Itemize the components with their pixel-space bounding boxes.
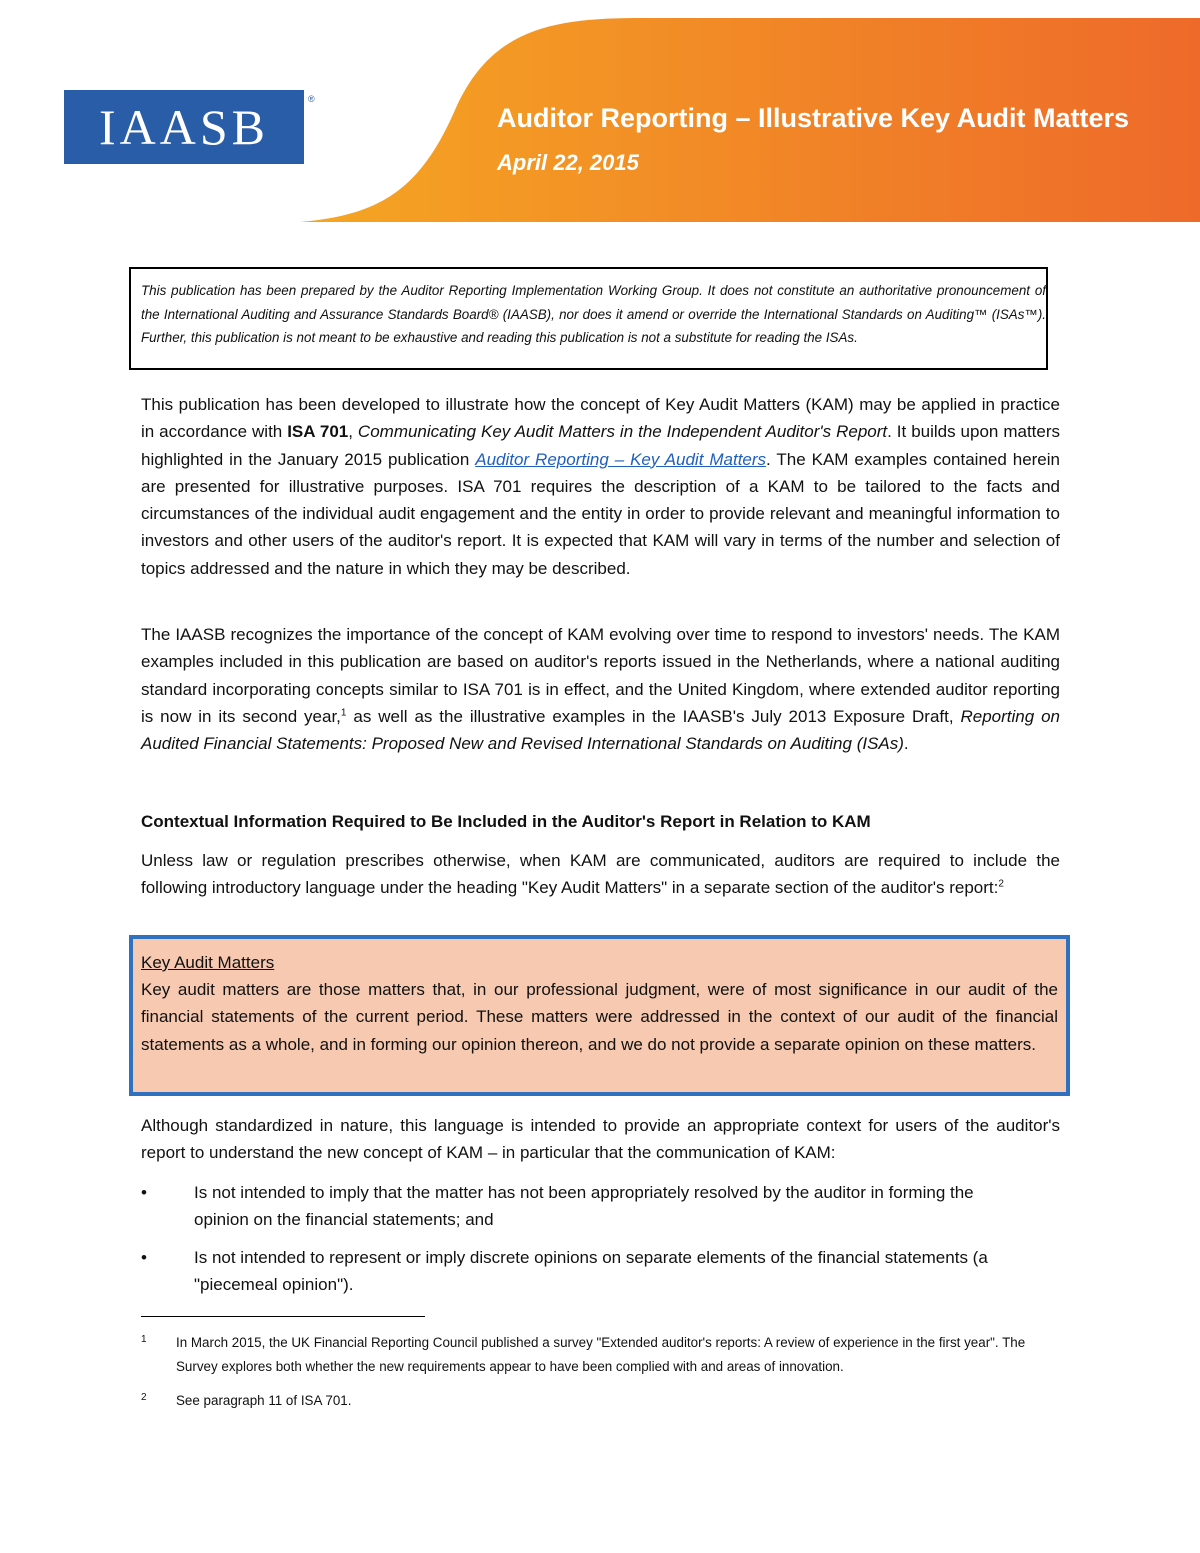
document-title: Auditor Reporting – Illustrative Key Audit Matters xyxy=(497,103,1130,133)
p2-text-c: . xyxy=(903,734,909,754)
document-date: April 22, 2015 xyxy=(497,150,639,175)
iaasb-paragraph xyxy=(141,621,1060,757)
p1-text-c: . It builds upon matters highlighted in the January 2015 publication xyxy=(141,422,1061,469)
list-item-text: Is not intended to represent or imply discrete opinions on separate elements of the financial statements (a "piecemeal opinion"). xyxy=(194,1248,988,1295)
kam-box-text: Key audit matters are those matters that, in our professional judgment, were of most significance in our audit of the financial statements of the current period. These matters were addressed in the context of our audit of the financial statements as a whole, and in forming our opinion thereon, and we do not provide a separate opinion on these matters. xyxy=(141,980,1058,1054)
context-paragraph: Although standardized in nature, this language is intended to provide an appropriate context for users of the auditor's report to understand the new concept of KAM – in particular that the communication of KAM: xyxy=(141,1116,1060,1163)
p1-text-d: . The KAM examples contained herein are presented for illustrative purposes. ISA 701 requires the description of a KAM to be tailored to the facts and circumstances of the individual audit engagement and the entity in order to provide relevant and meaningful information to investors and other users of the auditor's report. It is expected that KAM will vary in terms of the number and selection of topics addressed and the nature in which they may be described. xyxy=(141,449,1060,578)
footnote-text: In March 2015, the UK Financial Reporting Council published a survey "Extended auditor's reports: A review of experience in the first year". The Survey explores both whether the new requirements appear to have been complied with and areas of innovation. xyxy=(176,1335,1026,1374)
bullet-marker: • xyxy=(141,1248,147,1267)
footnote-text: See paragraph 11 of ISA 701. xyxy=(176,1393,352,1408)
kam-box-title: Key Audit Matters xyxy=(141,953,275,972)
footnote-divider xyxy=(141,1316,425,1317)
disclaimer-text: This publication has been prepared by the Auditor Reporting Implementation Working Group. It does not constitute an authoritative pronouncement of the International Auditing and Assurance Standards Board® (IAASB), nor does it amend or override the International Standards on Auditing™ (ISAs™). Further, this publication is not meant to be exhaustive and reading this publication is not a substitute for reading the ISAs. xyxy=(141,283,1046,346)
intro-paragraph xyxy=(141,391,1060,582)
registered-mark: ® xyxy=(308,94,315,104)
logo-text: IAASB xyxy=(98,99,270,155)
footnote-ref-1[interactable]: 1 xyxy=(340,707,347,719)
p3-text: Unless law or regulation prescribes otherwise, when KAM are communicated, auditors are required to include the following introductory language under the heading "Key Audit Matters" in a separate section of the auditor's report: xyxy=(141,851,1060,898)
kam-publication-link[interactable]: Auditor Reporting – Key Audit Matters xyxy=(475,449,767,469)
p2-exposure-draft-title: Reporting on Audited Financial Statements: Proposed New and Revised International Standards on Auditing (ISAs) xyxy=(141,706,1061,754)
p1-text-a: This publication has been developed to illustrate how the concept of Key Audit Matters (KAM) may be applied in practice in accordance with xyxy=(141,395,1060,442)
p1-standard-title: Communicating Key Audit Matters in the Independent Auditor's Report xyxy=(357,422,888,442)
kam-language-box xyxy=(129,935,1070,1096)
p2-text-a: The IAASB recognizes the importance of the concept of KAM evolving over time to respond to investors' needs. The KAM examples included in this publication are based on auditor's reports issued in the Netherlands, where a national auditing standard incorporating concepts similar to ISA 701 is in effect, and the United Kingdom, where extended auditor reporting is now in its second year, xyxy=(141,625,1060,726)
footnote-ref-2[interactable]: 2 xyxy=(998,878,1004,890)
bullet-marker: • xyxy=(141,1183,147,1202)
requirement-paragraph xyxy=(141,847,1060,902)
p1-text-b: , xyxy=(348,422,358,442)
list-item-text: Is not intended to imply that the matter has not been appropriately resolved by the auditor in forming the opinion on the financial statements; and xyxy=(194,1183,974,1230)
section-heading: Contextual Information Required to Be Included in the Auditor's Report in Relation to KAM xyxy=(141,812,871,831)
page-header xyxy=(0,0,1200,235)
disclaimer-box xyxy=(129,267,1048,370)
iaasb-logo xyxy=(64,90,304,164)
p2-text-b: as well as the illustrative examples in the IAASB's July 2013 Exposure Draft, xyxy=(346,706,961,726)
p1-isa-ref: ISA 701 xyxy=(287,422,349,442)
footnote-number: 1 xyxy=(141,1334,147,1345)
footnote-number: 2 xyxy=(141,1392,147,1403)
